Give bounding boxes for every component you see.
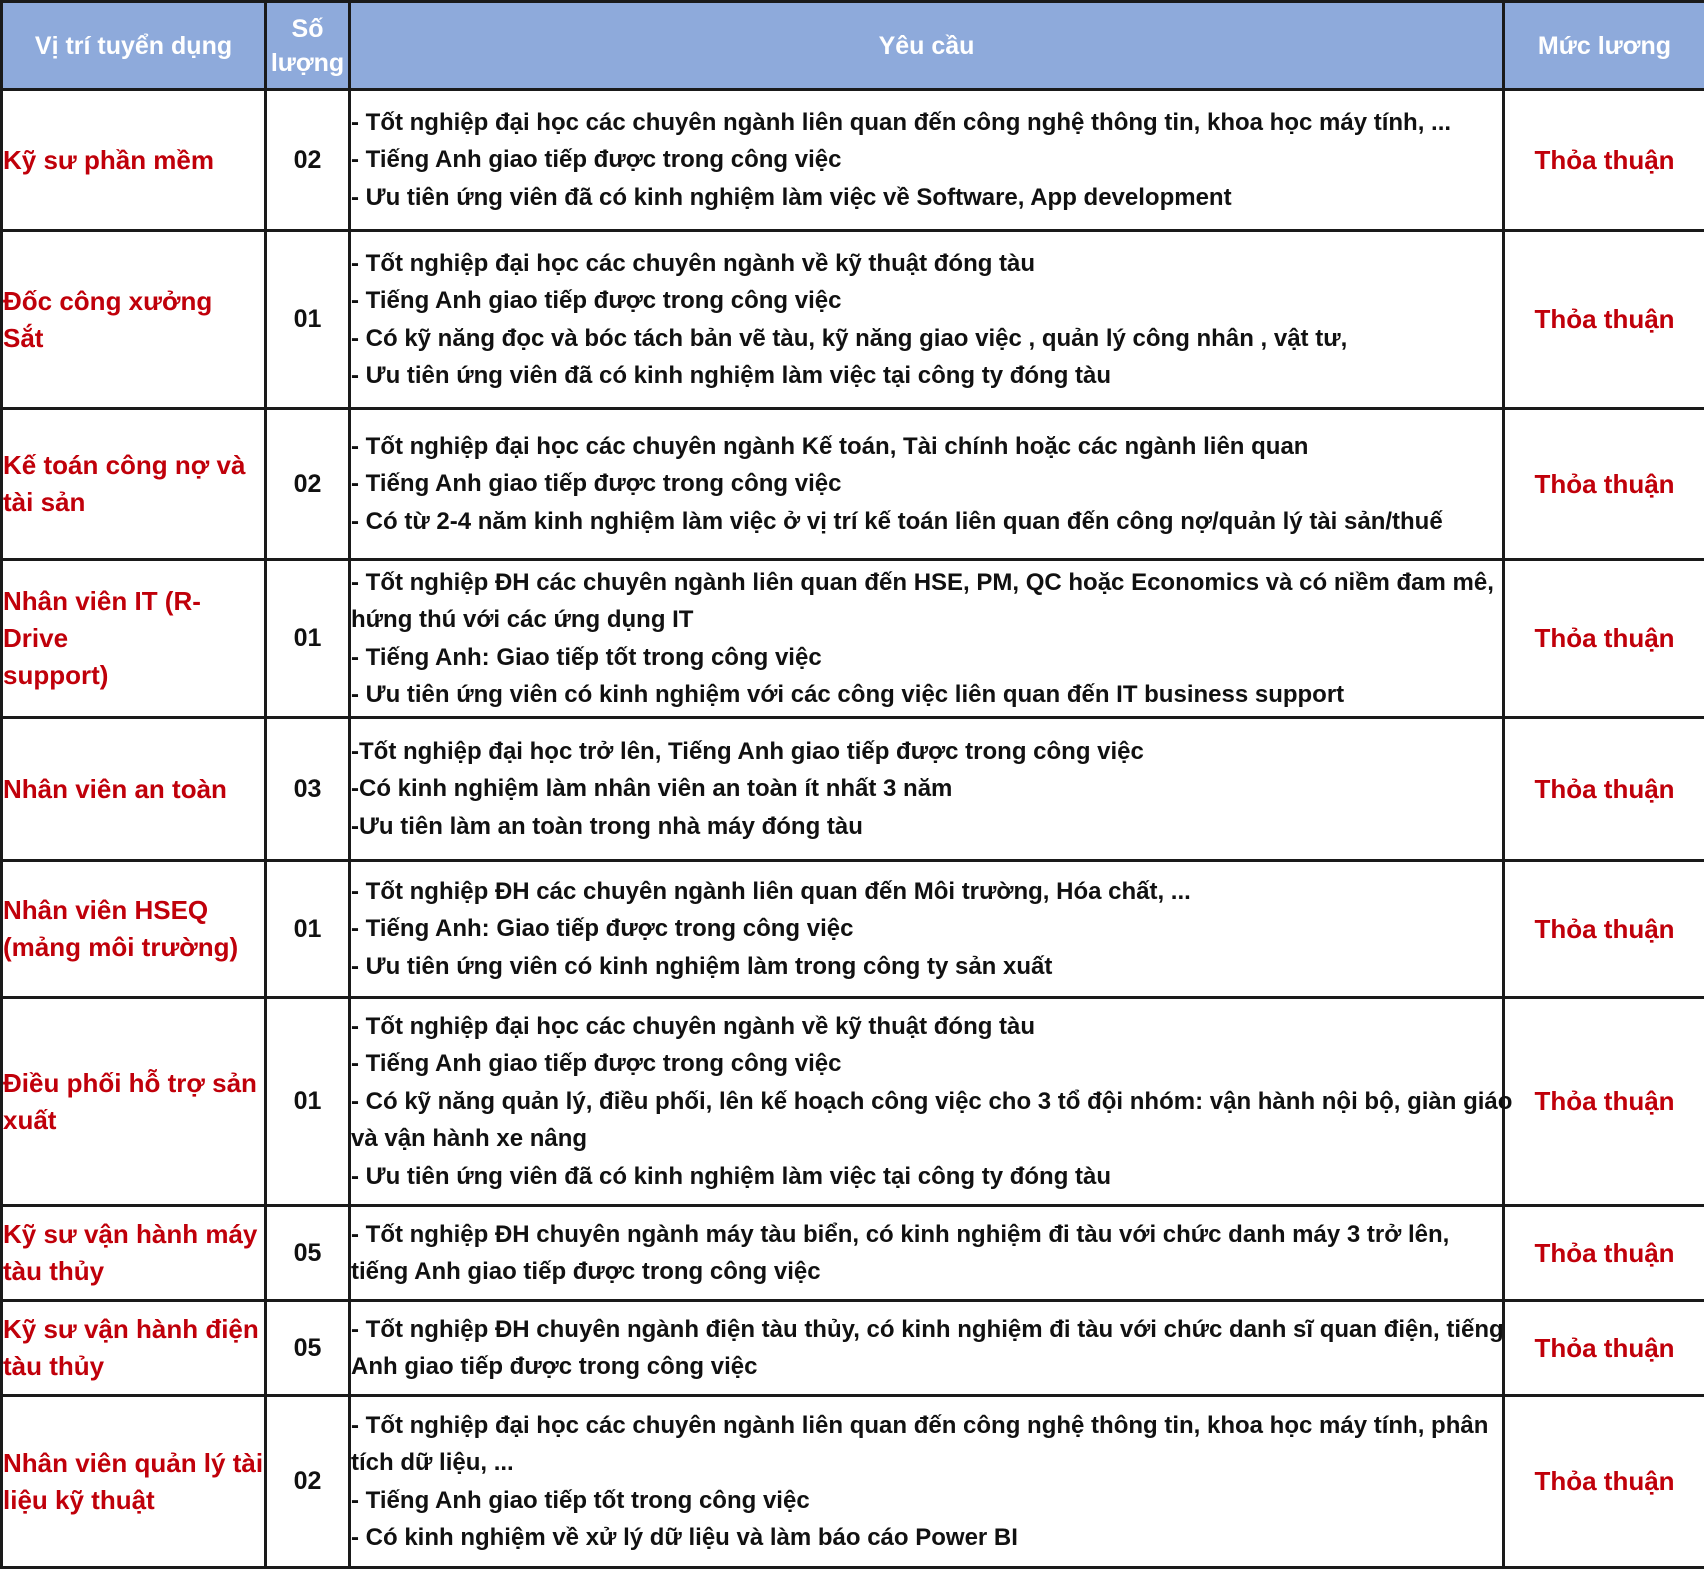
header-quantity <box>266 2 350 90</box>
requirements-cell <box>350 409 1504 560</box>
quantity-cell: 01 <box>266 231 350 409</box>
requirement-line: - Tốt nghiệp đại học các chuyên ngành Kế toán, Tài chính hoặc các ngành liên quan <box>351 428 1502 466</box>
quantity-cell: 02 <box>266 409 350 560</box>
requirement-line: - Tiếng Anh: Giao tiếp được trong công việc <box>351 910 1502 948</box>
salary-cell: Thỏa thuận <box>1504 718 1704 861</box>
position-line: xuất <box>3 1102 264 1139</box>
requirement-line: - Tiếng Anh giao tiếp được trong công việc <box>351 141 1502 179</box>
quantity-cell: 01 <box>266 998 350 1206</box>
quantity-cell: 01 <box>266 861 350 998</box>
header-requirements: Yêu cầu <box>350 2 1504 90</box>
table-row <box>2 1301 1704 1396</box>
header-quantity-line1: Số <box>267 12 348 46</box>
requirement-line: -Ưu tiên làm an toàn trong nhà máy đóng tàu <box>351 808 1502 846</box>
position-line: Nhân viên HSEQ <box>3 892 264 929</box>
requirement-line: - Tốt nghiệp ĐH các chuyên ngành liên quan đến HSE, PM, QC hoặc Economics và có niềm đam mê, <box>351 564 1502 602</box>
position-line: Nhân viên an toàn <box>3 771 264 808</box>
position-line: tài sản <box>3 484 264 521</box>
salary-cell: Thỏa thuận <box>1504 90 1704 231</box>
quantity-cell: 05 <box>266 1206 350 1301</box>
requirements-cell <box>350 718 1504 861</box>
requirements-cell <box>350 560 1504 718</box>
position-line: tàu thủy <box>3 1253 264 1290</box>
requirement-line: - Tiếng Anh giao tiếp tốt trong công việc <box>351 1482 1502 1520</box>
table-row <box>2 1206 1704 1301</box>
position-cell <box>2 231 266 409</box>
requirement-line: - Có từ 2-4 năm kinh nghiệm làm việc ở vị trí kế toán liên quan đến công nợ/quản lý tài sản/thuế <box>351 503 1502 541</box>
table-row <box>2 560 1704 718</box>
quantity-cell: 01 <box>266 560 350 718</box>
table-row <box>2 409 1704 560</box>
position-line: Kỹ sư phần mềm <box>3 145 214 175</box>
requirements-cell <box>350 90 1504 231</box>
requirement-line: - Ưu tiên ứng viên đã có kinh nghiệm làm việc tại công ty đóng tàu <box>351 357 1502 395</box>
position-line: tàu thủy <box>3 1348 264 1385</box>
header-position: Vị trí tuyển dụng <box>2 2 266 90</box>
table-row <box>2 90 1704 231</box>
position-line: Nhân viên quản lý tài <box>3 1445 264 1482</box>
quantity-cell: 03 <box>266 718 350 861</box>
quantity-cell: 02 <box>266 90 350 231</box>
salary-cell: Thỏa thuận <box>1504 409 1704 560</box>
position-cell <box>2 1206 266 1301</box>
position-line: Đốc công xưởng <box>3 283 264 320</box>
header-salary: Mức lương <box>1504 2 1704 90</box>
requirement-line: - Tốt nghiệp ĐH chuyên ngành điện tàu thủy, có kinh nghiệm đi tàu với chức danh sĩ quan điện, tiếng <box>351 1311 1502 1349</box>
position-line: support) <box>3 657 264 694</box>
salary-cell: Thỏa thuận <box>1504 1206 1704 1301</box>
position-line: Nhân viên IT (R-Drive <box>3 583 264 657</box>
salary-cell: Thỏa thuận <box>1504 998 1704 1206</box>
requirement-line: tiếng Anh giao tiếp được trong công việc <box>351 1253 1502 1291</box>
position-line: liệu kỹ thuật <box>3 1482 264 1519</box>
requirement-line: -Có kinh nghiệm làm nhân viên an toàn ít nhất 3 năm <box>351 770 1502 808</box>
requirement-line: và vận hành xe nâng <box>351 1120 1502 1158</box>
requirement-line: - Có kỹ năng đọc và bóc tách bản vẽ tàu, kỹ năng giao việc , quản lý công nhân , vật tư, <box>351 320 1502 358</box>
position-cell <box>2 718 266 861</box>
position-cell <box>2 409 266 560</box>
requirement-line: - Ưu tiên ứng viên đã có kinh nghiệm làm việc tại công ty đóng tàu <box>351 1158 1502 1196</box>
requirement-line: Anh giao tiếp được trong công việc <box>351 1348 1502 1386</box>
requirement-line: - Tiếng Anh: Giao tiếp tốt trong công việc <box>351 639 1502 677</box>
position-cell <box>2 861 266 998</box>
requirement-line: - Tốt nghiệp ĐH các chuyên ngành liên quan đến Môi trường, Hóa chất, ... <box>351 873 1502 911</box>
salary-cell: Thỏa thuận <box>1504 560 1704 718</box>
requirements-cell <box>350 231 1504 409</box>
requirement-line: - Tốt nghiệp ĐH chuyên ngành máy tàu biển, có kinh nghiệm đi tàu với chức danh máy 3 trở lên, <box>351 1216 1502 1254</box>
position-line: Kỹ sư vận hành máy <box>3 1216 264 1253</box>
requirement-line: hứng thú với các ứng dụng IT <box>351 601 1502 639</box>
table-row <box>2 998 1704 1206</box>
position-line: Sắt <box>3 320 264 357</box>
requirements-cell <box>350 1301 1504 1396</box>
requirement-line: - Ưu tiên ứng viên có kinh nghiệm làm trong công ty sản xuất <box>351 948 1502 986</box>
table-row <box>2 718 1704 861</box>
requirements-cell <box>350 861 1504 998</box>
position-line: Điều phối hỗ trợ sản <box>3 1065 264 1102</box>
header-quantity-line2: lượng <box>267 46 348 80</box>
requirement-line: - Tốt nghiệp đại học các chuyên ngành về kỹ thuật đóng tàu <box>351 245 1502 283</box>
requirement-line: - Tốt nghiệp đại học các chuyên ngành liên quan đến công nghệ thông tin, khoa học máy tính, ... <box>351 104 1502 142</box>
requirement-line: - Có kinh nghiệm về xử lý dữ liệu và làm báo cáo Power BI <box>351 1519 1502 1557</box>
position-cell <box>2 1301 266 1396</box>
requirements-cell <box>350 998 1504 1206</box>
quantity-cell: 05 <box>266 1301 350 1396</box>
position-cell <box>2 90 266 231</box>
table-row <box>2 231 1704 409</box>
requirement-line: - Tiếng Anh giao tiếp được trong công việc <box>351 1045 1502 1083</box>
position-cell <box>2 1396 266 1568</box>
requirement-line: - Ưu tiên ứng viên có kinh nghiệm với các công việc liên quan đến IT business support <box>351 676 1502 714</box>
salary-cell: Thỏa thuận <box>1504 1396 1704 1568</box>
requirement-line: -Tốt nghiệp đại học trở lên, Tiếng Anh giao tiếp được trong công việc <box>351 733 1502 771</box>
salary-cell: Thỏa thuận <box>1504 1301 1704 1396</box>
position-cell <box>2 998 266 1206</box>
salary-cell: Thỏa thuận <box>1504 231 1704 409</box>
requirement-line: - Có kỹ năng quản lý, điều phối, lên kế hoạch công việc cho 3 tổ đội nhóm: vận hành nội bộ, giàn giáo <box>351 1083 1502 1121</box>
position-line: Kế toán công nợ và <box>3 447 264 484</box>
table-row <box>2 861 1704 998</box>
position-line: Kỹ sư vận hành điện <box>3 1311 264 1348</box>
requirements-cell <box>350 1206 1504 1301</box>
requirement-line: tích dữ liệu, ... <box>351 1444 1502 1482</box>
requirement-line: - Tốt nghiệp đại học các chuyên ngành liên quan đến công nghệ thông tin, khoa học máy tính, phân <box>351 1407 1502 1445</box>
requirement-line: - Ưu tiên ứng viên đã có kinh nghiệm làm việc về Software, App development <box>351 179 1502 217</box>
salary-cell: Thỏa thuận <box>1504 861 1704 998</box>
table-row <box>2 1396 1704 1568</box>
requirement-line: - Tiếng Anh giao tiếp được trong công việc <box>351 465 1502 503</box>
requirement-line: - Tiếng Anh giao tiếp được trong công việc <box>351 282 1502 320</box>
position-line: (mảng môi trường) <box>3 929 264 966</box>
position-cell <box>2 560 266 718</box>
requirements-cell <box>350 1396 1504 1568</box>
header-row <box>2 2 1704 90</box>
requirement-line: - Tốt nghiệp đại học các chuyên ngành về kỹ thuật đóng tàu <box>351 1008 1502 1046</box>
quantity-cell: 02 <box>266 1396 350 1568</box>
